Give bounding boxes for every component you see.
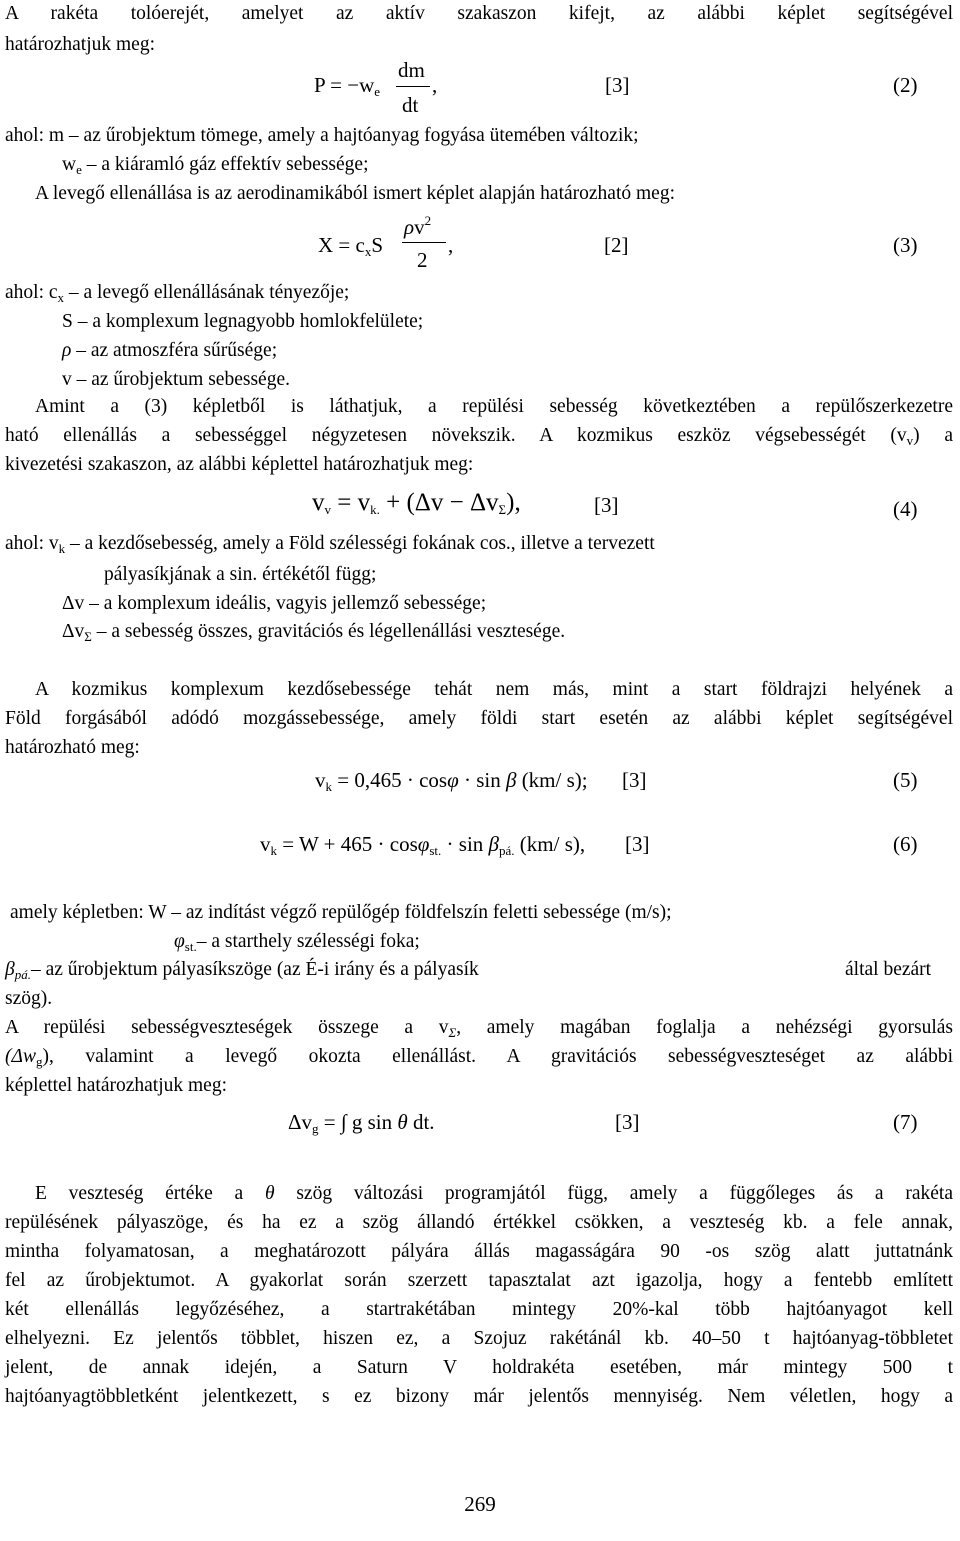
equation-4-number: (4) <box>893 497 918 521</box>
paragraph-final-line-2: repülésének pályaszöge, és ha ez a szög állandó értékkel csökken, a veszteség kb. a fele annak, <box>5 1212 953 1233</box>
equation-5-body: $v_k = 0,465 \cdot \cos\varphi \cdot \sin \beta$ (km/ s); <box>315 768 588 794</box>
equation-3-comma: , <box>448 233 454 257</box>
definition-beta-pa-end: szög). <box>5 988 53 1009</box>
definition-cx: ahol: $c_x$ – a levegő ellenállásának tényezője; <box>5 282 350 305</box>
equation-7-body: $\Delta v_g$ = ∫ g sin θ dt. <box>288 1110 435 1136</box>
paragraph-final-line-8: hajtóanyagtöbbletként jelentkezett, s ez bizony már jelentős mennyiség. Nem véletlen, hogy a <box>5 1386 953 1407</box>
page-number: 269 <box>464 1492 496 1516</box>
equation-4-reference: [3] <box>594 493 619 517</box>
paragraph-initial-speed-line-3: határozható meg: <box>5 737 140 758</box>
equation-2-fraction-bar <box>396 86 430 87</box>
definition-beta-pa-right: által bezárt <box>845 959 932 980</box>
paragraph-velocity-line-3: kivezetési szakaszon, az alábbi képlettel határozhatjuk meg: <box>5 454 474 475</box>
definition-vk: ahol: $v_k$ – a kezdősebesség, amely a Föld szélességi fokának cos., illetve a tervezett <box>5 533 655 556</box>
paragraph-losses-line-2: $(\Delta w_g)$, valamint a levegő okozta ellenállást. A gravitációs sebességveszteséget az alábbi <box>5 1046 953 1069</box>
equation-2-numerator: dm <box>398 58 425 82</box>
equation-5-number: (5) <box>893 768 918 792</box>
equation-3-lhs: $X = c_xS$ <box>318 233 384 259</box>
equation-2-denominator: dt <box>402 93 419 117</box>
equation-7-number: (7) <box>893 1110 918 1134</box>
definition-beta-pa: $\beta_{pá.}-$ az űrobjektum pályasíkszöge (az É-i irány és a pályasík <box>5 959 479 982</box>
equation-3-numerator: $\rho v^2$ <box>404 213 432 239</box>
paragraph-final-line-6: elhelyezni. Ez jelentős többlet, hiszen ez, a Szojuz rakétánál kb. 40–50 t hajtóanyag-többletet <box>5 1328 953 1349</box>
definition-m: ahol: m – az űrobjektum tömege, amely a hajtóanyag fogyása ütemében változik; <box>5 125 639 146</box>
paragraph-velocity-line-2: ható ellenállás a sebességgel négyzetesen növekszik. A kozmikus eszköz végsebességét $(v_v)$ a <box>5 425 953 448</box>
equation-3-reference: [2] <box>604 233 629 257</box>
definition-v: v – az űrobjektum sebessége. <box>62 369 290 390</box>
definition-delta-v: Δv – a komplexum ideális, vagyis jellemző sebessége; <box>62 593 487 614</box>
paragraph-losses-line-3: képlettel határozhatjuk meg: <box>5 1075 227 1096</box>
equation-3-denominator: 2 <box>417 248 428 272</box>
definition-W: amely képletben: W – az indítást végző repülőgép földfelszín feletti sebessége (m/s); <box>10 902 672 923</box>
definition-phi-st: $\varphi_{st.}-$ a starthely szélességi foka; <box>174 931 420 954</box>
equation-6-number: (6) <box>893 832 918 856</box>
equation-2-comma: , <box>432 73 438 97</box>
paragraph-losses-line-1: A repülési sebességveszteségek összege a $v_\Sigma$, amely magában foglalja a nehézségi gyorsulás <box>5 1017 953 1040</box>
paragraph-final-line-7: jelent, de annak idején, a Saturn V holdrakéta esetében, már mintegy 500 t <box>5 1357 953 1378</box>
definition-vk-cont: pályasíkjának a sin. értékétől függ; <box>104 564 377 585</box>
equation-2-lhs: $P = -w_e$ <box>314 73 381 99</box>
equation-6-body: $v_k = W + 465 \cdot \cos\varphi_{st.} \cdot \sin \beta_{pá.}$ (km/ s), <box>260 832 586 858</box>
definition-delta-v-sigma: $\Delta v_\Sigma$ – a sebesség összes, gravitációs és légellenállási vesztesége. <box>62 621 566 644</box>
definition-we: $w_e$ – a kiáramló gáz effektív sebessége; <box>62 154 369 177</box>
equation-3-fraction-bar <box>402 242 446 243</box>
paragraph-air-resistance: A levegő ellenállása is az aerodinamikából ismert képlet alapján határozható meg: <box>35 183 675 204</box>
equation-6-reference: [3] <box>625 832 650 856</box>
paragraph-thrust-line-2: határozhatjuk meg: <box>5 34 155 55</box>
paragraph-final-line-4: fel az űrobjektumot. A gyakorlat során szerzett tapasztalat azt igazolja, hogy a fentebb említett <box>5 1270 953 1291</box>
paragraph-initial-speed-line-1: A kozmikus komplexum kezdősebessége tehát nem más, mint a start földrajzi helyének a <box>35 679 953 700</box>
paragraph-initial-speed-line-2: Föld forgásából adódó mozgássebessége, amely földi start esetén az alábbi képlet segítségével <box>5 708 953 729</box>
paragraph-thrust-line-1: A rakéta tolóerejét, amelyet az aktív szakaszon kifejt, az alábbi képlet segítségével <box>5 3 953 24</box>
equation-2-reference: [3] <box>605 73 630 97</box>
definition-S: S – a komplexum legnagyobb homlokfelülete; <box>62 311 424 332</box>
equation-2-number: (2) <box>893 73 918 97</box>
equation-4-body: $v_v = v_{k.} + (\Delta v - \Delta v_\Sigma)$, <box>312 489 521 517</box>
paragraph-final-line-3: mintha folyamatosan, a meghatározott pályára állás magasságára 90 -os szög alatt juttatnánk <box>5 1241 953 1262</box>
paragraph-final-line-5: két ellenállás legyőzéséhez, a startrakétában mintegy 20%-kal több hajtóanyagot kell <box>5 1299 953 1320</box>
paragraph-final-line-1: E veszteség értéke a θ szög változási programjától függ, amely a függőleges ás a rakéta <box>35 1183 953 1204</box>
equation-7-reference: [3] <box>615 1110 640 1134</box>
equation-5-reference: [3] <box>622 768 647 792</box>
paragraph-velocity-line-1: Amint a (3) képletből is láthatjuk, a repülési sebesség következtében a repülőszerkezetre <box>35 396 953 417</box>
equation-3-number: (3) <box>893 233 918 257</box>
definition-rho: ρ – az atmoszféra sűrűsége; <box>62 340 278 361</box>
